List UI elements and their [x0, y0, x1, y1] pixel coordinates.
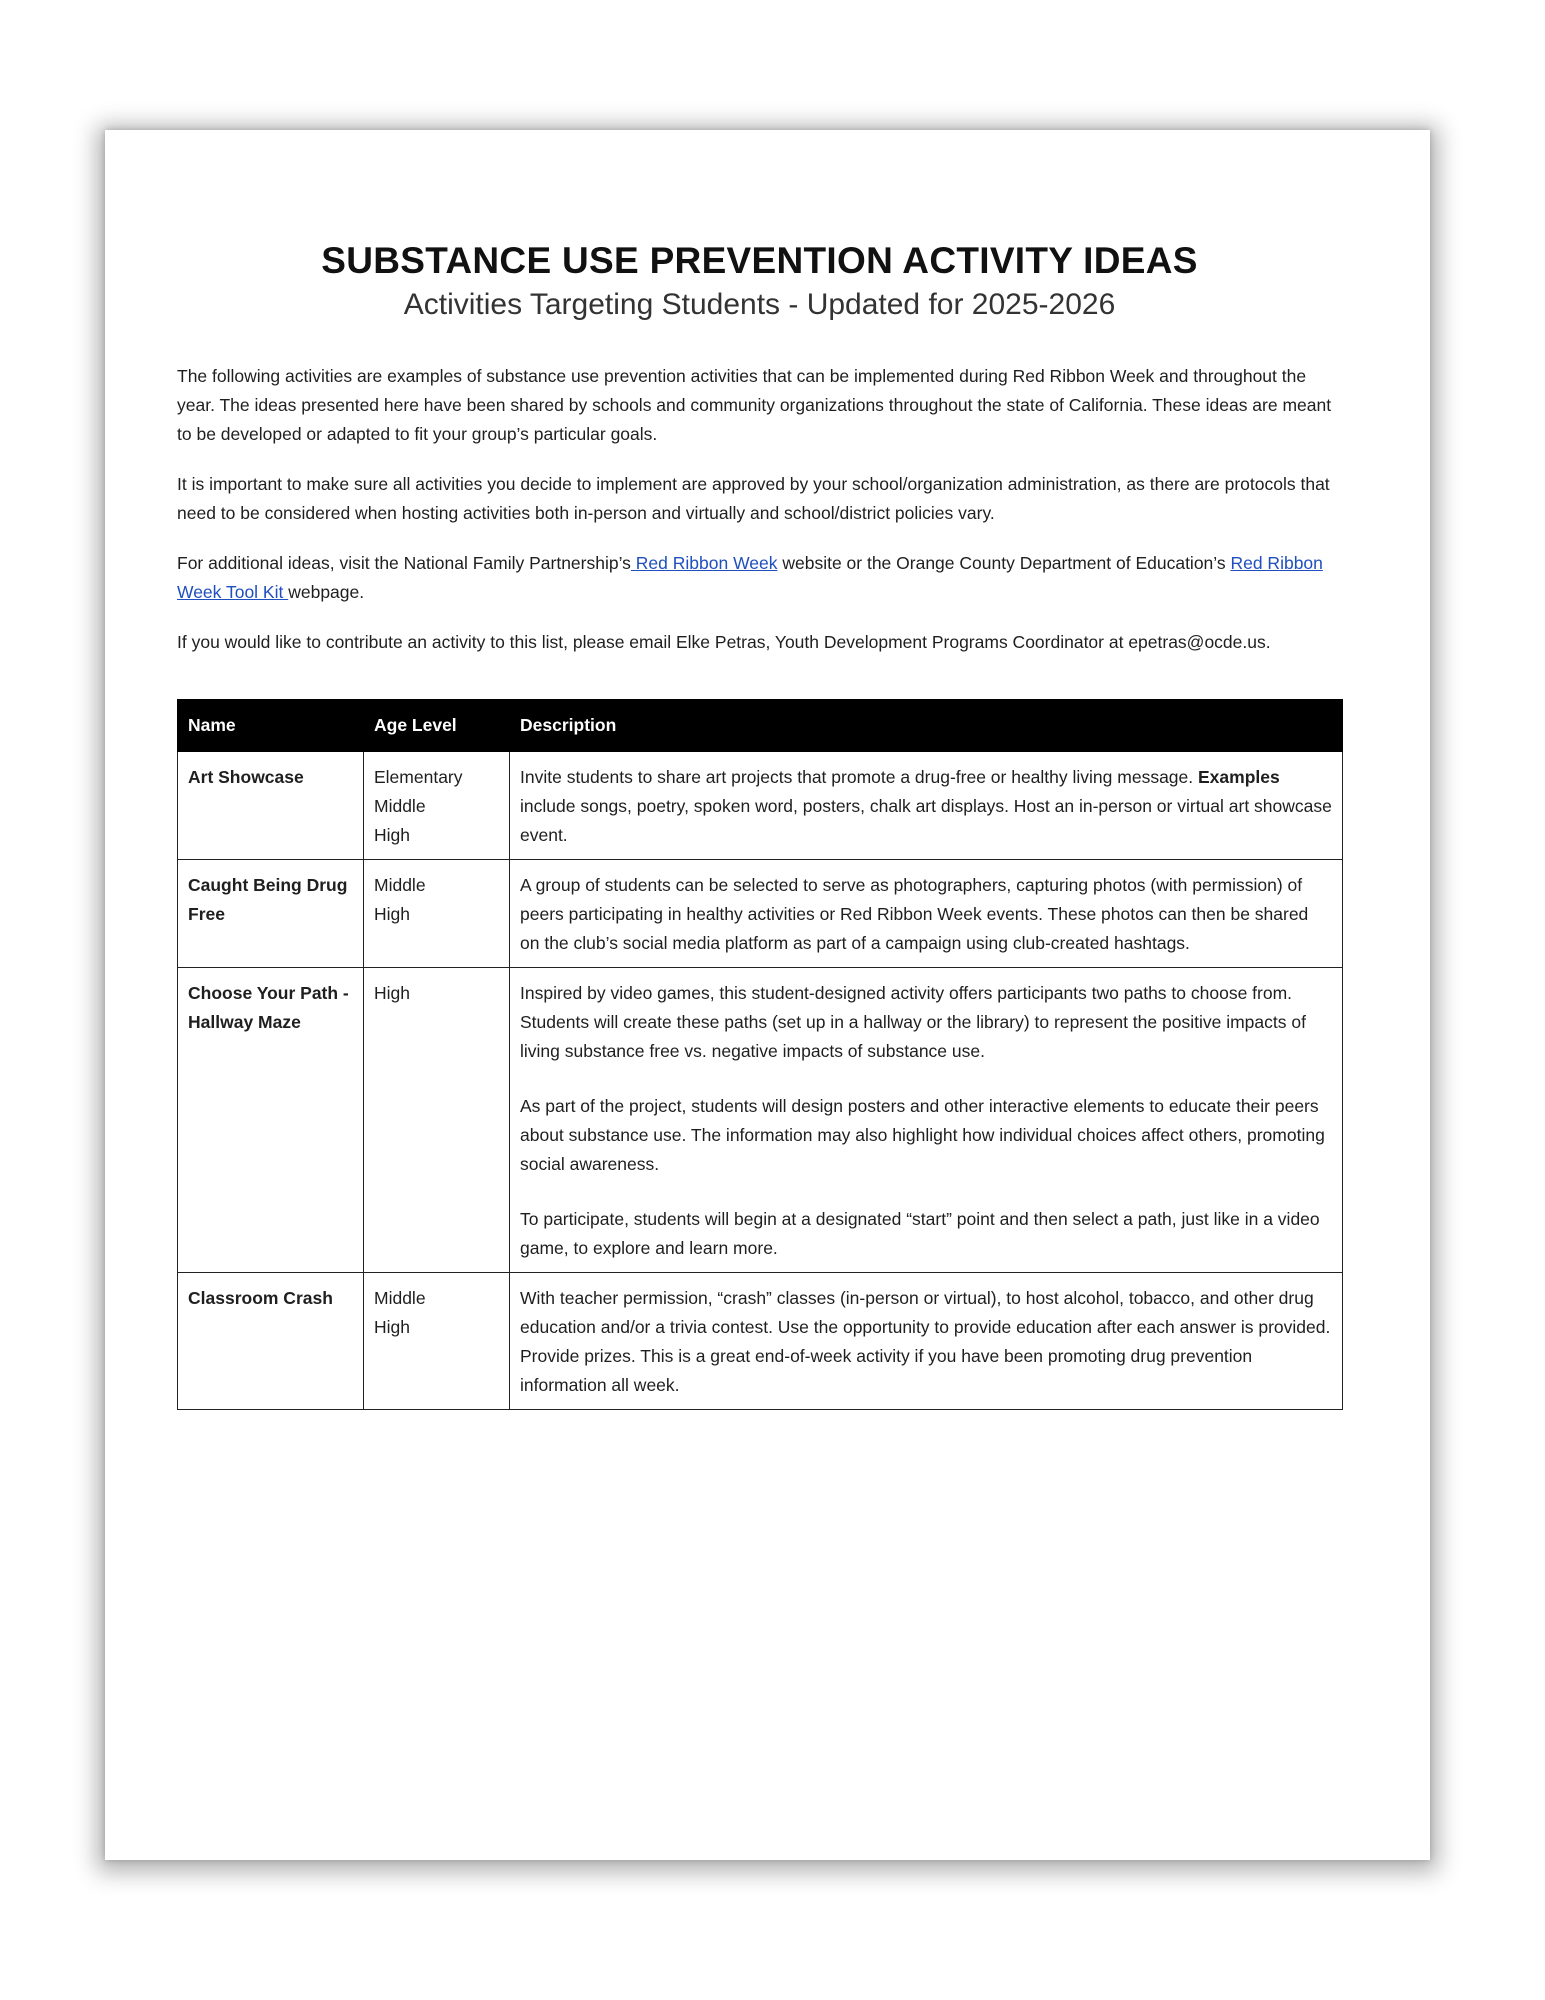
table-header-row: [178, 700, 1343, 752]
document-subtitle: Activities Targeting Students - Updated for 2025-2026: [403, 288, 1116, 321]
age-level: Middle: [374, 796, 426, 816]
document-page: [105, 130, 1430, 1860]
document-title: SUBSTANCE USE PREVENTION ACTIVITY IDEAS: [321, 240, 1198, 281]
document-content: [177, 240, 1342, 1410]
description-paragraph: Inspired by video games, this student-designed activity offers participants two paths to choose from. Students will create these paths (set up in a hallway or the library) to represent the positive impacts of living substance free vs. negative impacts of substance use.: [520, 983, 1306, 1061]
intro-p3-text-2: website or the Orange County Department of Education’s: [777, 553, 1231, 573]
intro-section: [177, 362, 1342, 657]
age-level: High: [374, 904, 410, 924]
activity-name: Classroom Crash: [178, 1273, 364, 1410]
activity-description: [510, 968, 1343, 1273]
table-row: [178, 968, 1343, 1273]
intro-paragraph-4: If you would like to contribute an activity to this list, please email Elke Petras, Youth Development Programs Coordinator at epetras@ocde.us.: [177, 632, 1271, 652]
activity-description: With teacher permission, “crash” classes (in-person or virtual), to host alcohol, tobacco, and other drug education and/or a trivia contest. Use the opportunity to provide education after each answer is provided. Provide prizes. This is a great end-of-week activity if you have been promoting drug prevention information all week.: [510, 1273, 1343, 1410]
description-bold-text: Examples: [1198, 767, 1280, 787]
header-age-level: Age Level: [364, 700, 510, 752]
activity-age-levels: [364, 860, 510, 968]
header-name: Name: [178, 700, 364, 752]
activity-description: [510, 752, 1343, 860]
table-row: [178, 752, 1343, 860]
description-paragraph: As part of the project, students will design posters and other interactive elements to educate their peers about substance use. The information may also highlight how individual choices affect others, promoting social awareness.: [520, 1096, 1325, 1174]
activity-age-levels: [364, 1273, 510, 1410]
description-text: include songs, poetry, spoken word, posters, chalk art displays. Host an in-person or virtual art showcase event.: [520, 796, 1332, 845]
intro-paragraph-3: [177, 549, 1342, 607]
table-row: [178, 860, 1343, 968]
activity-age-levels: [364, 968, 510, 1273]
age-level: High: [374, 1317, 410, 1337]
intro-p3-text-3: webpage.: [288, 582, 365, 602]
activity-name: Choose Your Path - Hallway Maze: [178, 968, 364, 1273]
activities-table: [177, 699, 1343, 1410]
description-paragraph: To participate, students will begin at a designated “start” point and then select a path, just like in a video game, to explore and learn more.: [520, 1209, 1320, 1258]
activity-name: Caught Being Drug Free: [178, 860, 364, 968]
intro-paragraph-2: It is important to make sure all activities you decide to implement are approved by your school/organization administration, as there are protocols that need to be considered when hosting activities both in-person and virtually and school/district policies vary.: [177, 474, 1330, 523]
red-ribbon-week-link[interactable]: Red Ribbon Week: [630, 553, 778, 573]
intro-paragraph-1: The following activities are examples of substance use prevention activities that can be implemented during Red Ribbon Week and throughout the year. The ideas presented here have been shared by schools and community organizations throughout the state of California. These ideas are meant to be developed or adapted to fit your group’s particular goals.: [177, 366, 1332, 444]
header-description: Description: [510, 700, 1343, 752]
age-level: Middle: [374, 1288, 426, 1308]
red-ribbon-week-tool-kit-link[interactable]: Red Ribbon Week Tool Kit: [177, 553, 1323, 602]
activity-description: A group of students can be selected to serve as photographers, capturing photos (with permission) of peers participating in healthy activities or Red Ribbon Week events. These photos can then be shared on the club’s social media platform as part of a campaign using club-created hashtags.: [510, 860, 1343, 968]
activity-age-levels: [364, 752, 510, 860]
age-level: Middle: [374, 875, 426, 895]
table-row: [178, 1273, 1343, 1410]
description-text: Invite students to share art projects that promote a drug-free or healthy living message.: [520, 767, 1198, 787]
intro-p3-text-1: For additional ideas, visit the National Family Partnership’s: [177, 553, 631, 573]
activity-name: Art Showcase: [178, 752, 364, 860]
age-level: High: [374, 983, 410, 1003]
age-level: Elementary: [374, 767, 463, 787]
age-level: High: [374, 825, 410, 845]
